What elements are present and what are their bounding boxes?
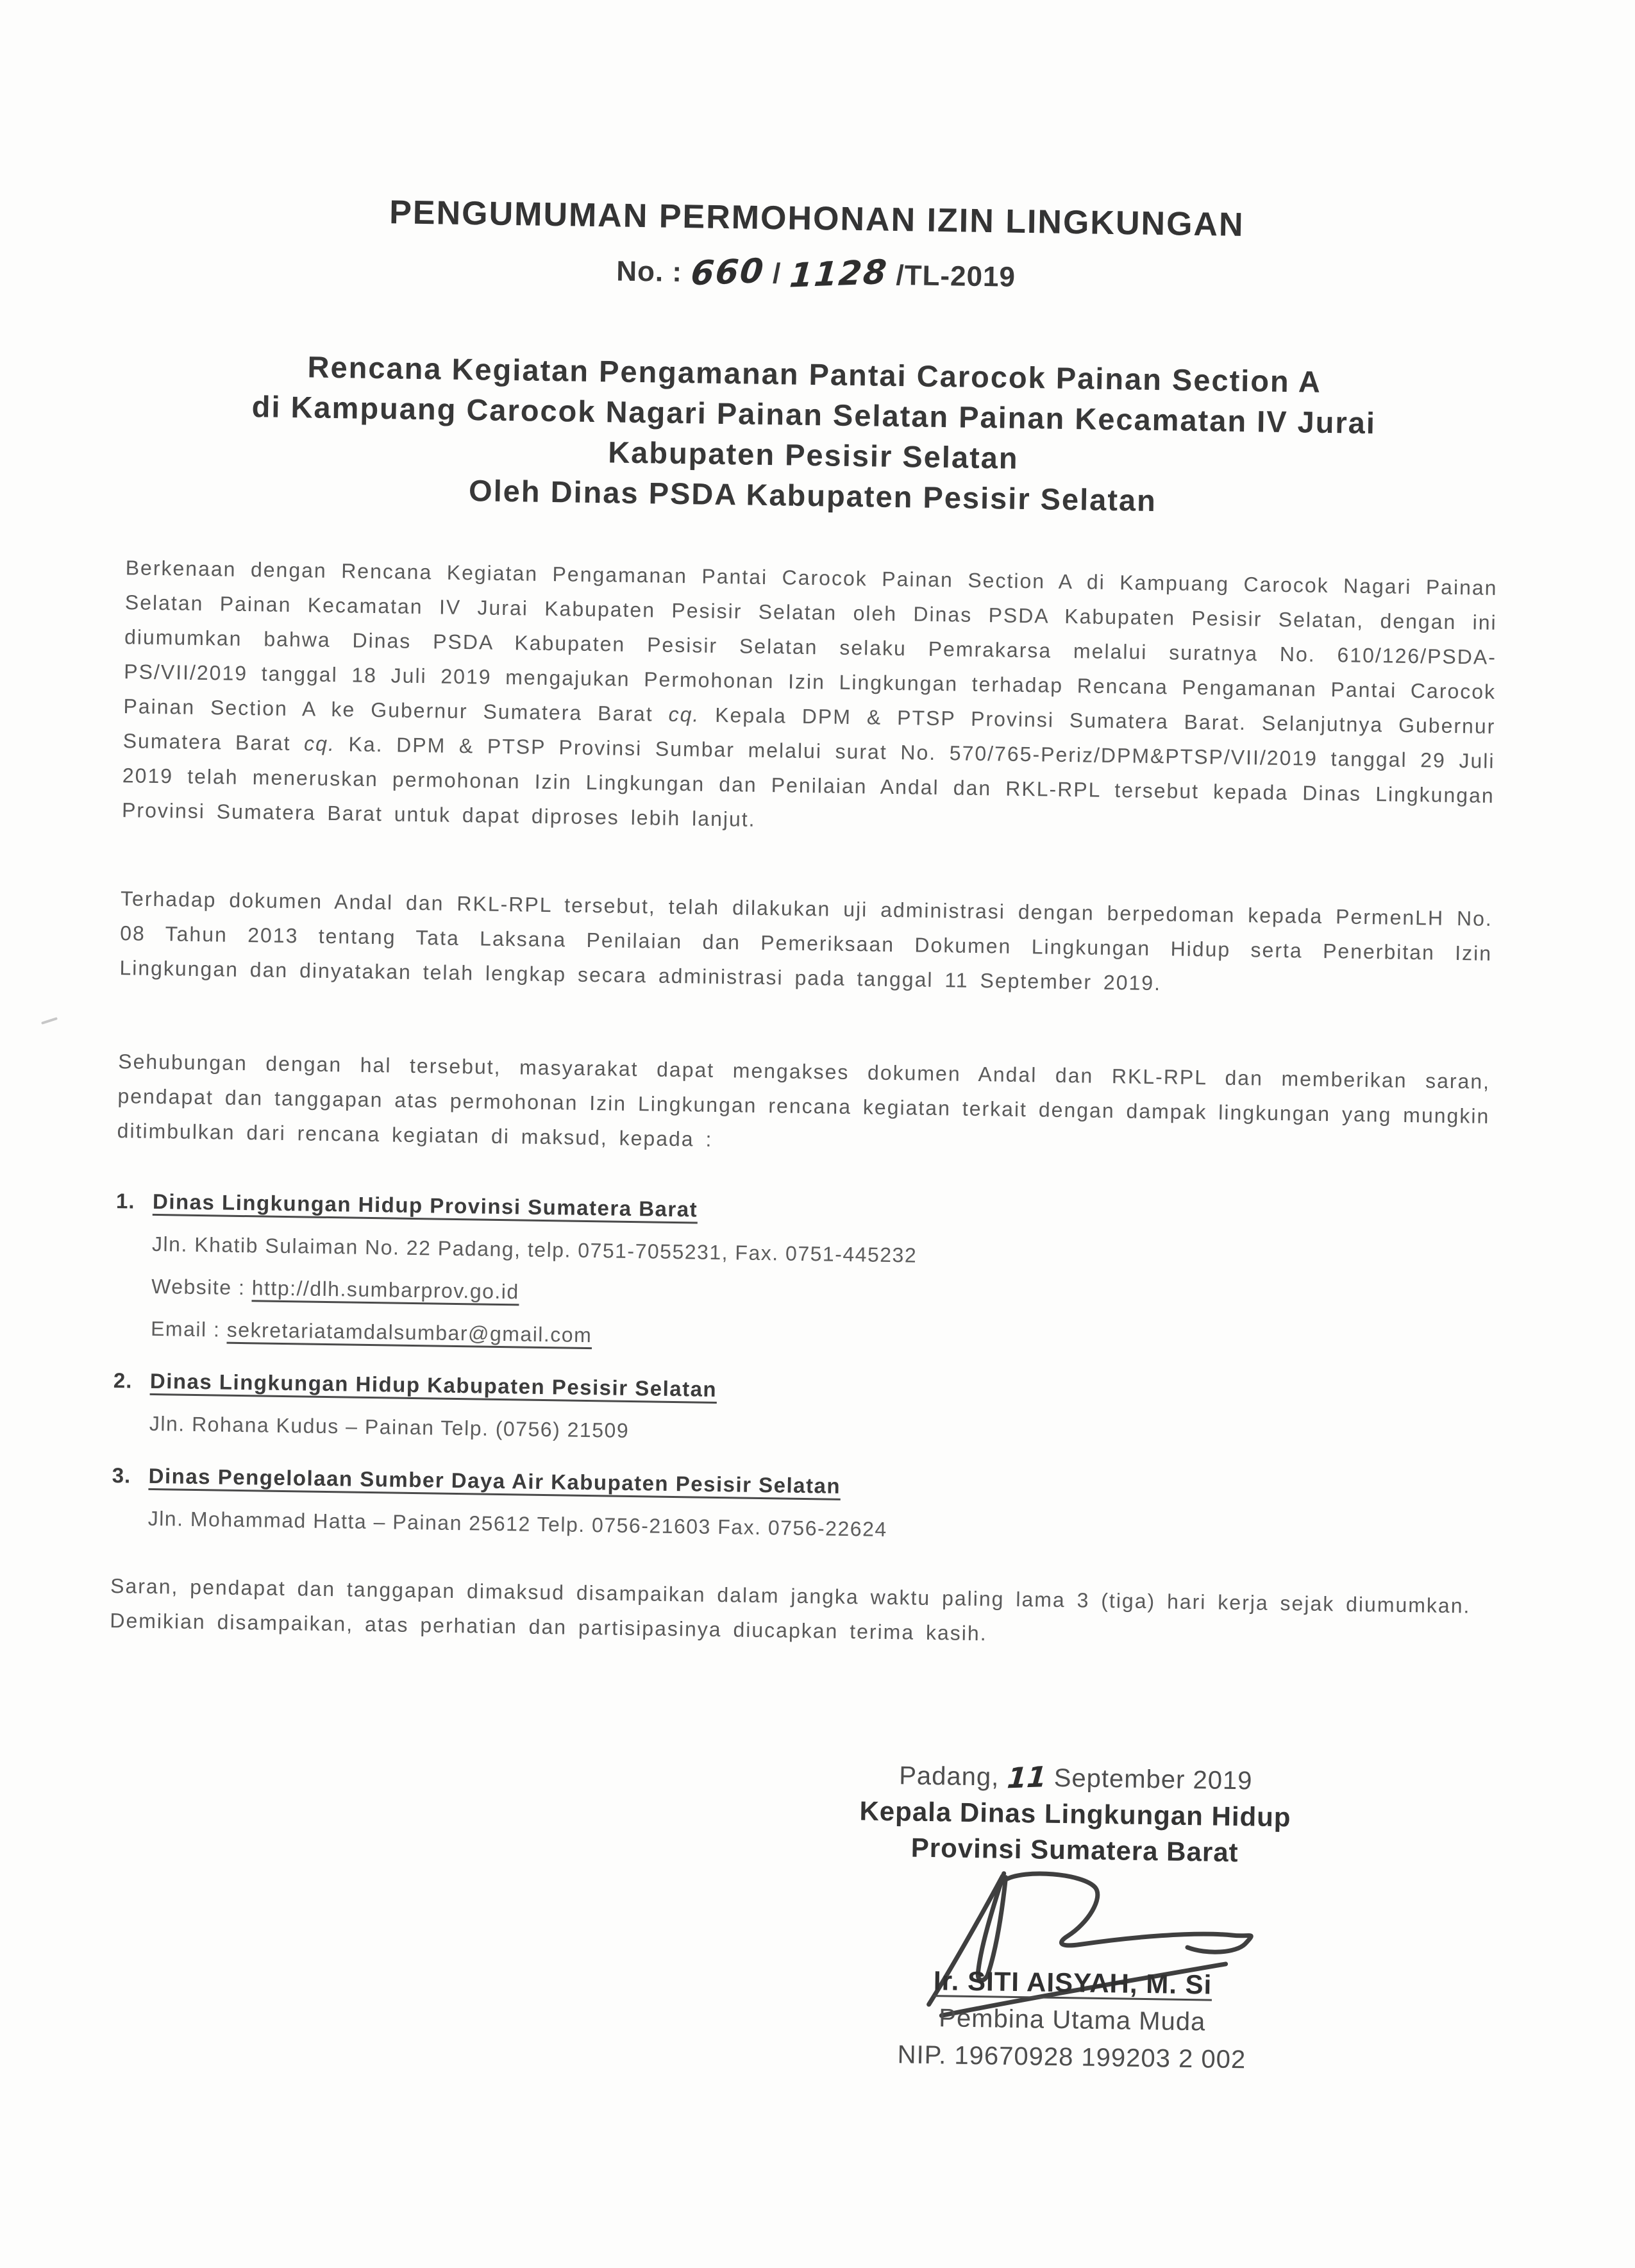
contact-address: Jln. Rohana Kudus – Painan Telp. (0756) 21509 [149, 1411, 630, 1442]
document-number [130, 239, 1502, 308]
paragraph-2: Terhadap dokumen Andal dan RKL-RPL tersebut, telah dilakukan uji administrasi dengan berpedoman kepada PermenLH No. 08 Tahun 2013 tentang Tata Laksana Penilaian dan Pemeriksaan Dokumen Lingkungan Hidup serta Penerbitan Izin Lingkungan dan dinyatakan telah lengkap secara administrasi pada tanggal 11 September 2019. [119, 887, 1493, 995]
signer-nip: NIP. 19670928 199203 2 002 [897, 2040, 1246, 2074]
number-suffix: /TL-2019 [896, 259, 1016, 293]
activity-title-line: Oleh Dinas PSDA Kabupaten Pesisir Selatan [468, 473, 1157, 518]
page-title: PENGUMUMAN PERMOHONAN IZIN LINGKUNGAN [389, 194, 1245, 244]
contact-number: 1. [115, 1189, 135, 1213]
number-handwritten-1: 660 [689, 251, 766, 294]
number-separator: / [772, 258, 782, 290]
contact-item-2 [113, 1363, 1486, 1461]
activity-title-line: Rencana Kegiatan Pengamanan Pantai Carocok Painan Section A [307, 349, 1322, 399]
paragraph-1-text: Ka. DPM & PTSP Provinsi Sumbar melalui surat No. 570/765-Periz/DPM&PTSP/VII/2019 tanggal 29 Juli 2019 telah meneruskan permohonan Izin Lingkungan dan Penilaian Andal dan RKL-RPL tersebut kepada Dinas Lingkungan Provinsi Sumatera Barat untuk dapat diproses lebih lanjut. [121, 732, 1495, 831]
paragraph-3: Sehubungan dengan hal tersebut, masyarakat dapat mengakses dokumen Andal dan RKL-RPL dan memberikan saran, pendapat dan tanggapan atas permohonan Izin Lingkungan rencana kegiatan terkait dengan dampak lingkungan yang mungkin ditimbulkan dari rencana kegiatan di maksud, kepada : [117, 1050, 1491, 1151]
contact-name: Dinas Pengelolaan Sumber Daya Air Kabupaten Pesisir Selatan [148, 1463, 841, 1498]
contact-address: Jln. Mohammad Hatta – Painan 25612 Telp. 0756-21603 Fax. 0756-22624 [147, 1506, 887, 1541]
activity-title-line: Kabupaten Pesisir Selatan [607, 435, 1019, 475]
contact-address: Jln. Khatib Sulaiman No. 22 Padang, telp. 0751-7055231, Fax. 0751-445232 [151, 1232, 918, 1267]
closing-paragraph-1: Saran, pendapat dan tanggapan dimaksud disampaikan dalam jangka waktu paling lama 3 (tiga) hari kerja sejak diumumkan. [110, 1574, 1471, 1618]
activity-title-line: di Kampuang Carocok Nagari Painan Selatan Painan Kecamatan IV Jurai [251, 389, 1377, 441]
contact-name: Dinas Lingkungan Hidup Kabupaten Pesisir Selatan [149, 1368, 717, 1402]
paragraph-1-text: Berkenaan dengan Rencana Kegiatan Pengamanan Pantai Carocok Painan Section A di Kampuang Carocok Nagari Painan Selatan Painan Kecamatan IV Jurai Kabupaten Pesisir Selatan oleh Dinas PSDA Kabupaten Pesisir Selatan, dengan ini diumumkan bahwa Dinas PSDA Kabupaten Pesisir Selatan selaku Pemrakarsa melalui suratnya No. 610/126/PSDA-PS/VII/2019 tanggal 18 Juli 2019 mengajukan Permohonan Izin Lingkungan terhadap Rencana Pengamanan Pantai Carocok Painan Section A ke Gubernur Sumatera Barat [123, 556, 1498, 726]
number-handwritten-2: 1128 [788, 253, 889, 296]
contact-item-3 [111, 1458, 1484, 1556]
contact-number: 3. [112, 1463, 131, 1488]
signature-office-line-1: Kepala Dinas Lingkungan Hidup [859, 1795, 1291, 1833]
signature-block [809, 1756, 1339, 2079]
website-label: Website : [151, 1274, 246, 1300]
contact-item-1 [114, 1184, 1489, 1366]
contact-number: 2. [113, 1368, 133, 1393]
paragraph-1 [122, 550, 1498, 848]
number-prefix: No. : [616, 255, 683, 289]
signature-date-rest: September 2019 [1053, 1763, 1253, 1795]
signer-rank: Pembina Utama Muda [939, 2004, 1206, 2037]
email-address: sekretariatamdalsumbar@gmail.com [226, 1318, 592, 1347]
cq-abbrev: cq. [303, 732, 336, 756]
website-url: http://dlh.sumbarprov.go.id [251, 1276, 520, 1304]
signature-date-handwritten: 11 [1005, 1760, 1048, 1795]
paragraph-1-text: Kepala DPM & PTSP Provinsi Sumatera Barat. Selanjutnya Gubernur Sumatera Barat [122, 703, 1496, 755]
closing-paragraph-2: Demikian disampaikan, atas perhatian dan partisipasinya diucapkan terima kasih. [110, 1609, 987, 1645]
signature-place: Padang, [898, 1761, 1000, 1792]
contact-list [111, 1184, 1488, 1556]
signer-name: Ir. SITI AISYAH, M. Si [933, 1965, 1212, 2000]
email-label: Email : [150, 1316, 221, 1341]
contact-name: Dinas Lingkungan Hidup Provinsi Sumatera Barat [152, 1189, 698, 1222]
handwritten-signature [810, 1864, 1337, 1968]
cq-abbrev: cq. [668, 702, 700, 727]
signature-office-line-2: Provinsi Sumatera Barat [910, 1832, 1239, 1868]
activity-title [126, 344, 1501, 526]
